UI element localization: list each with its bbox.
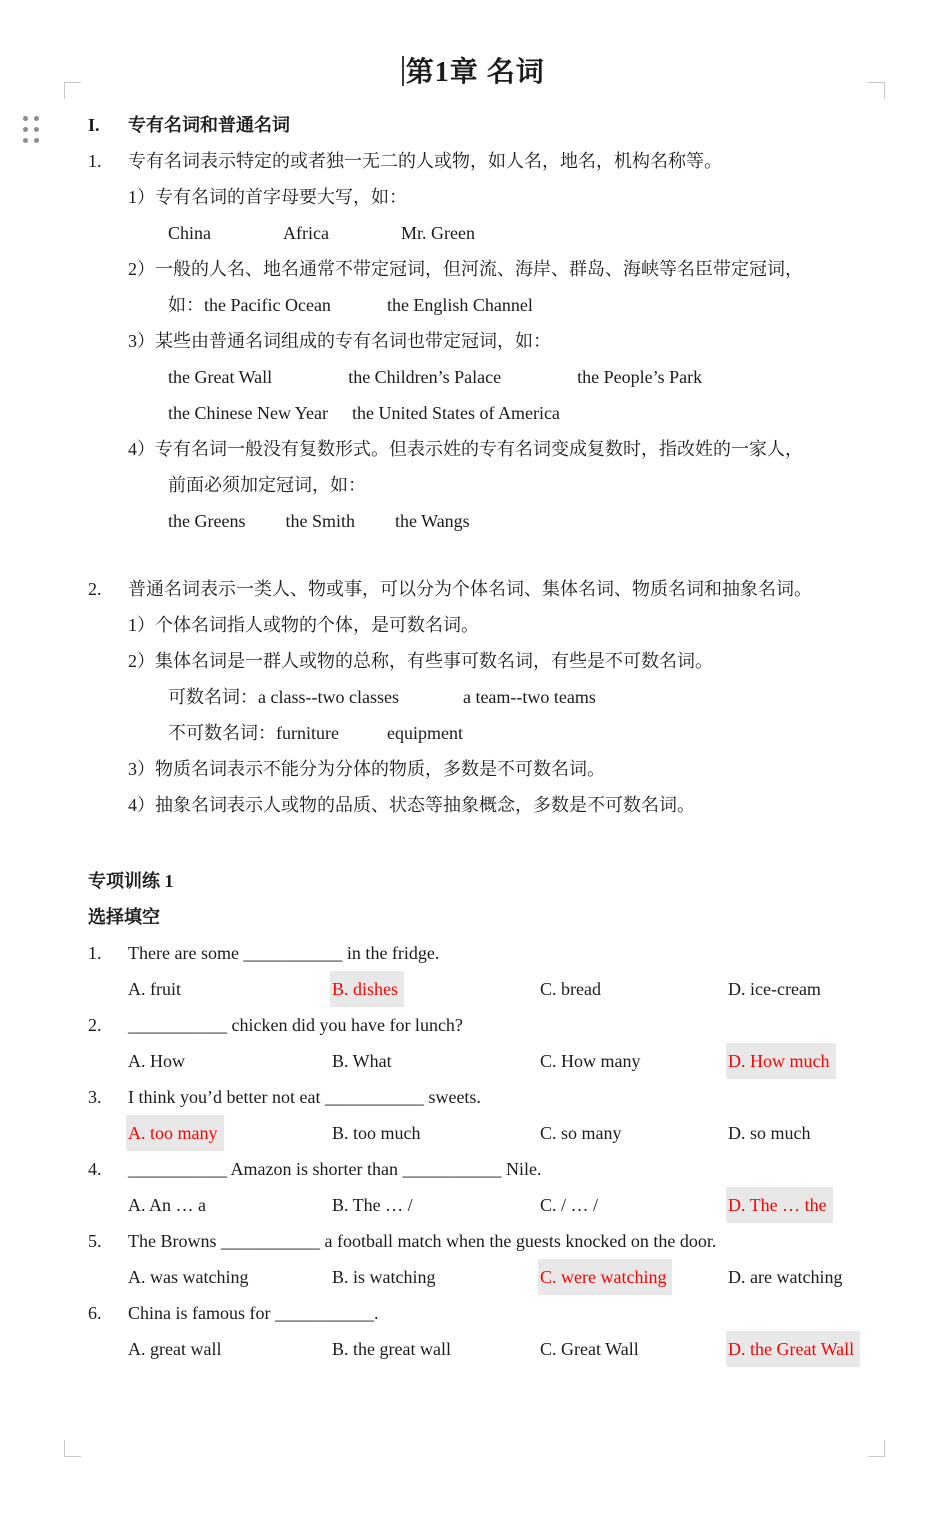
question-number: 5. bbox=[88, 1231, 102, 1251]
example-term: the People’s Park bbox=[577, 367, 703, 387]
question-options bbox=[128, 971, 891, 1007]
option-c: C. Great Wall bbox=[540, 1339, 639, 1359]
training-heading-text: 专项训练 1 bbox=[88, 871, 174, 891]
option-b: B. What bbox=[332, 1051, 392, 1071]
item-number: 1. bbox=[88, 151, 102, 171]
example-row bbox=[168, 503, 891, 539]
example-term: the Children’s Palace bbox=[348, 367, 502, 387]
grammar-sub-text: 3）物质名词表示不能分为分体的物质，多数是不可数名词。 bbox=[128, 759, 605, 779]
example-term: China bbox=[168, 223, 211, 243]
grammar-sub-2-1 bbox=[128, 607, 891, 643]
grammar-sub-2-2 bbox=[128, 643, 891, 679]
option-a: A. How bbox=[128, 1051, 185, 1071]
question-stem-text: There are some ___________ in the fridge. bbox=[128, 943, 440, 963]
option-a: A. fruit bbox=[128, 979, 181, 999]
example-term: a team--two teams bbox=[462, 687, 596, 707]
grammar-item-2 bbox=[88, 571, 891, 607]
example-term: 如：the Pacific Ocean bbox=[168, 295, 331, 315]
section-heading-text: 专有名词和普通名词 bbox=[128, 115, 290, 135]
example-row bbox=[168, 715, 891, 751]
question-number: 3. bbox=[88, 1087, 102, 1107]
option-c: C. so many bbox=[540, 1123, 622, 1143]
training-subheading-text: 选择填空 bbox=[88, 907, 160, 927]
question-stem-text: ___________ Amazon is shorter than ___________ Nile. bbox=[128, 1159, 542, 1179]
question-number: 4. bbox=[88, 1159, 102, 1179]
example-term: 不可数名词：furniture bbox=[168, 723, 339, 743]
section-numeral: I. bbox=[88, 115, 100, 135]
item-number: 2. bbox=[88, 579, 102, 599]
option-c: C. / … / bbox=[540, 1195, 599, 1215]
example-term: equipment bbox=[386, 723, 463, 743]
question-number: 6. bbox=[88, 1303, 102, 1323]
question-stem bbox=[88, 1007, 891, 1043]
option-b: B. dishes bbox=[330, 971, 404, 1007]
option-d: D. are watching bbox=[728, 1267, 843, 1287]
question-stem-text: The Browns ___________ a football match when the guests knocked on the door. bbox=[128, 1231, 717, 1251]
document-content bbox=[88, 107, 891, 1367]
option-a: A. An … a bbox=[128, 1195, 206, 1215]
question-options bbox=[128, 1043, 891, 1079]
grammar-sub-1-1 bbox=[128, 179, 891, 215]
option-d: D. the Great Wall bbox=[726, 1331, 860, 1367]
option-a: A. was watching bbox=[128, 1267, 249, 1287]
section-heading bbox=[88, 107, 891, 143]
text-boundary-mark-bottom-right bbox=[868, 1440, 885, 1457]
drag-handle-icon[interactable] bbox=[23, 116, 39, 143]
option-d: D. The … the bbox=[726, 1187, 833, 1223]
question-options bbox=[128, 1259, 891, 1295]
example-term: the Wangs bbox=[394, 511, 470, 531]
option-b: B. too much bbox=[332, 1123, 421, 1143]
training-heading bbox=[88, 863, 891, 899]
question-stem bbox=[88, 1151, 891, 1187]
option-a: A. too many bbox=[126, 1115, 224, 1151]
example-term: the Greens bbox=[168, 511, 246, 531]
example-term: the Chinese New Year bbox=[168, 403, 328, 423]
text-boundary-mark-top-right bbox=[868, 82, 885, 99]
example-term: the Smith bbox=[285, 511, 355, 531]
question-options bbox=[128, 1115, 891, 1151]
question-number: 1. bbox=[88, 943, 102, 963]
example-term: the United States of America bbox=[351, 403, 560, 423]
document-page bbox=[0, 52, 947, 1367]
question-stem-text: I think you’d better not eat ___________ sweets. bbox=[128, 1087, 481, 1107]
grammar-item-1 bbox=[88, 143, 891, 179]
grammar-sub-2-3 bbox=[128, 751, 891, 787]
option-b: B. The … / bbox=[332, 1195, 413, 1215]
option-d: D. ice-cream bbox=[728, 979, 821, 999]
example-term: Africa bbox=[283, 223, 329, 243]
example-row bbox=[168, 215, 891, 251]
grammar-item-text: 专有名词表示特定的或者独一无二的人或物，如人名，地名，机构名称等。 bbox=[128, 151, 722, 171]
grammar-sub-text: 2）集体名词是一群人或物的总称，有些事可数名词，有些是不可数名词。 bbox=[128, 651, 713, 671]
question-stem bbox=[88, 1079, 891, 1115]
question-stem bbox=[88, 935, 891, 971]
example-row bbox=[168, 395, 891, 431]
grammar-sub-2-4 bbox=[128, 787, 891, 823]
option-d: D. How much bbox=[726, 1043, 836, 1079]
page-title-text: 第1章 名词 bbox=[405, 57, 545, 88]
grammar-sub-1-2 bbox=[128, 251, 891, 287]
example-row bbox=[168, 287, 891, 323]
text-boundary-mark-top-left bbox=[64, 82, 81, 99]
question-stem bbox=[88, 1223, 891, 1259]
option-d: D. so much bbox=[728, 1123, 811, 1143]
text-cursor-caret bbox=[402, 56, 404, 86]
example-term: the English Channel bbox=[386, 295, 533, 315]
grammar-sub-text: 2）一般的人名、地名通常不带定冠词，但河流、海岸、群岛、海峡等名臣带定冠词， bbox=[128, 259, 803, 279]
grammar-sub-text: 1）专有名词的首字母要大写，如： bbox=[128, 187, 407, 207]
grammar-item-text: 普通名词表示一类人、物或事，可以分为个体名词、集体名词、物质名词和抽象名词。 bbox=[128, 579, 812, 599]
question-stem bbox=[88, 1295, 891, 1331]
option-c: C. How many bbox=[540, 1051, 641, 1071]
grammar-sub-text: 4）专有名词一般没有复数形式。但表示姓的专有名词变成复数时，指改姓的一家人， bbox=[128, 439, 803, 459]
option-b: B. the great wall bbox=[332, 1339, 451, 1359]
grammar-sub-text: 1）个体名词指人或物的个体，是可数名词。 bbox=[128, 615, 479, 635]
option-c: C. were watching bbox=[538, 1259, 672, 1295]
grammar-sub-text: 3）某些由普通名词组成的专有名词也带定冠词，如： bbox=[128, 331, 551, 351]
example-term: Mr. Green bbox=[400, 223, 475, 243]
example-term: the Great Wall bbox=[168, 367, 273, 387]
example-term: 可数名词：a class--two classes bbox=[168, 687, 399, 707]
training-subheading bbox=[88, 899, 891, 935]
grammar-sub-text: 前面必须加定冠词，如： bbox=[168, 475, 366, 495]
page-title bbox=[0, 52, 947, 94]
text-boundary-mark-bottom-left bbox=[64, 1440, 81, 1457]
grammar-sub-text: 4）抽象名词表示人或物的品质、状态等抽象概念，多数是不可数名词。 bbox=[128, 795, 695, 815]
option-b: B. is watching bbox=[332, 1267, 436, 1287]
question-stem-text: ___________ chicken did you have for lunch? bbox=[128, 1015, 463, 1035]
grammar-sub-1-3 bbox=[128, 323, 891, 359]
grammar-sub-1-4 bbox=[128, 431, 891, 467]
question-stem-text: China is famous for ___________. bbox=[128, 1303, 379, 1323]
example-row bbox=[168, 679, 891, 715]
question-options bbox=[128, 1187, 891, 1223]
example-row bbox=[168, 359, 891, 395]
grammar-sub-1-4-cont bbox=[168, 467, 891, 503]
option-c: C. bread bbox=[540, 979, 601, 999]
question-number: 2. bbox=[88, 1015, 102, 1035]
question-options bbox=[128, 1331, 891, 1367]
option-a: A. great wall bbox=[128, 1339, 222, 1359]
